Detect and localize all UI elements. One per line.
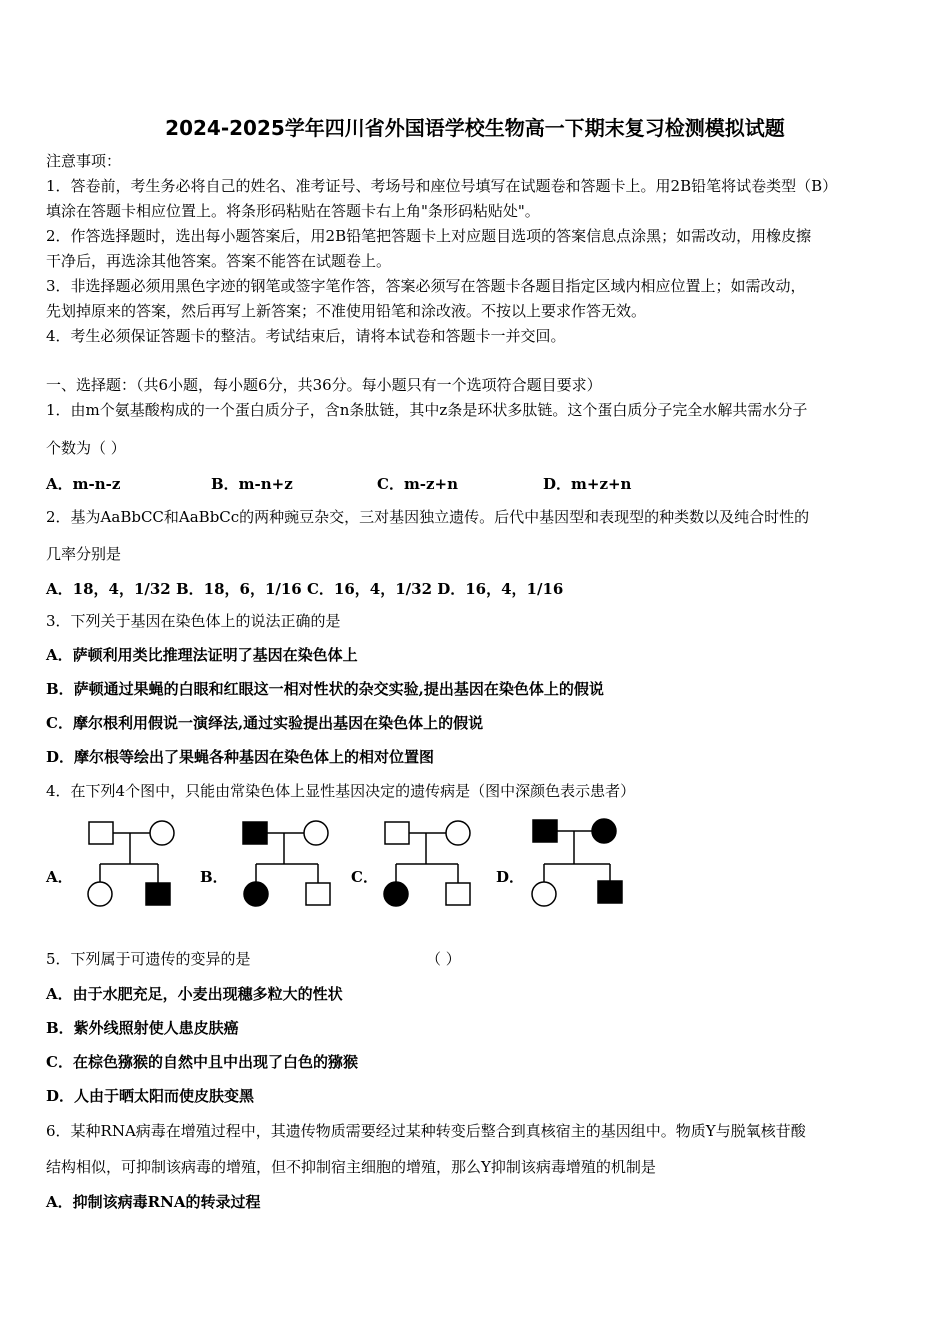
q3-option-b: B．萨顿通过果蝇的白眼和红眼这一相对性状的杂交实验,提出基因在染色体上的假说 [46,680,604,698]
q5-option-c: C．在棕色猕猴的自然中且中出现了白色的猕猴 [46,1053,358,1071]
pedigree-label-a: A． [46,868,73,886]
pedigree-c [382,820,478,912]
q5-option-d: D．人由于晒太阳而使皮肤变黑 [46,1087,255,1105]
page-title: 2024-2025学年四川省外国语学校生物高一下期末复习检测模拟试题 [165,116,785,140]
notice-heading: 注意事项： [46,152,122,170]
question-6-stem: 6．某种RNA病毒在增殖过程中，其遗传物质需要经过某种转变后整合到真核宿主的基因组中。物质Y与脱氧核苷酸 [46,1122,806,1140]
q3-option-a: A．萨顿利用类比推理法证明了基因在染色体上 [46,646,358,664]
pedigree-b [240,820,336,912]
q1-option-a: A．m-n-z [46,475,121,493]
q1-option-c: C．m-z+n [377,475,459,493]
q3-option-c: C．摩尔根利用假说一演绎法,通过实验提出基因在染色体上的假说 [46,714,484,732]
question-3-stem: 3．下列关于基因在染色体上的说法正确的是 [46,612,341,630]
notice-line: 1．答卷前，考生务必将自己的姓名、准考证号、考场号和座位号填写在试题卷和答题卡上。用2B铅笔将试卷类型（B） [46,177,838,195]
question-5-stem: 5．下列属于可遗传的变异的是 [46,950,251,968]
pedigree-d [530,818,626,910]
q1-option-b: B．m-n+z [211,475,293,493]
question-2-stem: 2．基为AaBbCC和AaBbCc的两种豌豆杂交，三对基因独立遗传。后代中基因型和表现型的种类数以及纯合时性的 [46,508,810,526]
question-5-blank: （ ） [426,950,461,968]
notice-line: 4．考生必须保证答题卡的整洁。考试结束后，请将本试卷和答题卡一并交回。 [46,327,566,345]
notice-line: 2．作答选择题时，选出每小题答案后，用2B铅笔把答题卡上对应题目选项的答案信息点涂黑；如需改动，用橡皮擦 [46,227,812,245]
pedigree-label-b: B． [200,868,228,886]
question-1-stem-cont: 个数为（ ） [46,439,126,457]
q5-option-a: A．由于水肥充足，小麦出现穗多粒大的性状 [46,985,343,1003]
notice-line: 填涂在答题卡相应位置上。将条形码粘贴在答题卡右上角"条形码粘贴处"。 [46,202,540,220]
question-6-stem-cont: 结构相似，可抑制该病毒的增殖，但不抑制宿主细胞的增殖，那么Y抑制该病毒增殖的机制是 [46,1158,656,1176]
question-2-stem-cont: 几率分别是 [46,545,122,563]
pedigree-label-c: C． [351,868,378,886]
notice-line: 3．非选择题必须用黑色字迹的钢笔或签字笔作答，答案必须写在答题卡各题目指定区域内相应位置上；如需改动， [46,277,806,295]
question-4-stem: 4．在下列4个图中，只能由常染色体上显性基因决定的遗传病是（图中深颜色表示患者） [46,782,636,800]
pedigree-label-d: D． [496,868,525,886]
q5-option-b: B．紫外线照射使人患皮肤癌 [46,1019,239,1037]
q1-option-d: D．m+z+n [543,475,632,493]
question-1-stem: 1．由m个氨基酸构成的一个蛋白质分子，含n条肽链，其中z条是环状多肽链。这个蛋白质分子完全水解共需水分子 [46,401,808,419]
notice-line: 先划掉原来的答案，然后再写上新答案；不准使用铅笔和涂改液。不按以上要求作答无效。 [46,302,647,320]
section-heading: 一、选择题：（共6小题，每小题6分，共36分。每小题只有一个选项符合题目要求） [46,376,602,394]
q2-options: A．18，4，1/32 B．18，6，1/16 C．16，4，1/32 D．16，4，1/16 [46,580,564,598]
pedigree-a [86,820,182,912]
q6-option-a: A．抑制该病毒RNA的转录过程 [46,1193,261,1211]
notice-line: 干净后，再选涂其他答案。答案不能答在试题卷上。 [46,252,392,270]
q3-option-d: D．摩尔根等绘出了果蝇各种基因在染色体上的相对位置图 [46,748,435,766]
